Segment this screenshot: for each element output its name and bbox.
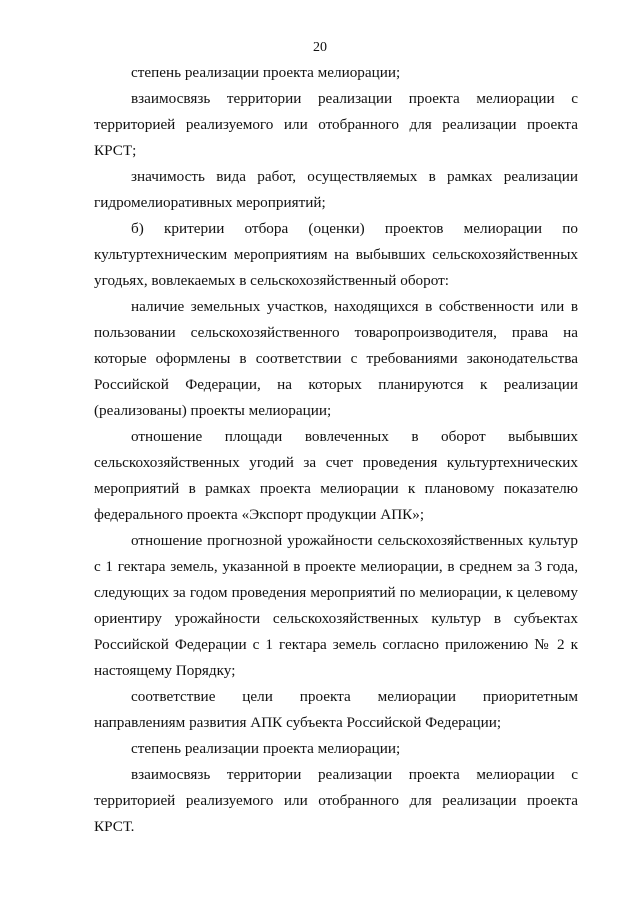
paragraph-1: степень реализации проекта мелиорации; bbox=[131, 64, 401, 81]
paragraph-2: взаимосвязь территории реализации проекта мелиорации с территорией реализуемого или отобранного для реализации проекта КРСТ; bbox=[94, 90, 578, 159]
document-body bbox=[94, 60, 578, 840]
paragraph-4: б) критерии отбора (оценки) проектов мелиорации по культуртехническим мероприятиям на выбывших сельскохозяйственных угодьях, вовлекаемых в сельскохозяйственный оборот: bbox=[94, 220, 578, 289]
paragraph-10: взаимосвязь территории реализации проекта мелиорации с территорией реализуемого или отобранного для реализации проекта КРСТ. bbox=[94, 766, 578, 835]
paragraph-3: значимость вида работ, осуществляемых в рамках реализации гидромелиоративных мероприятий; bbox=[94, 168, 578, 211]
paragraph-7: отношение прогнозной урожайности сельскохозяйственных культур с 1 гектара земель, указанной в проекте мелиорации, в среднем за 3 года, следующих за годом проведения мероприятий по мелиорации, к целевому ориентиру урожайности сельскохозяйственных культур в субъектах Российской Федерации с 1 гектара земель согласно приложению № 2 к настоящему Порядку; bbox=[94, 532, 578, 679]
paragraph-5: наличие земельных участков, находящихся в собственности или в пользовании сельскохозяйственного товаропроизводителя, права на которые оформлены в соответствии с требованиями законодательства Российской Федерации, на которых планируются к реализации (реализованы) проекты мелиорации; bbox=[94, 298, 578, 419]
page-number: 20 bbox=[313, 40, 327, 55]
paragraph-9: степень реализации проекта мелиорации; bbox=[131, 740, 401, 757]
paragraph-8: соответствие цели проекта мелиорации приоритетным направлениям развития АПК субъекта Российской Федерации; bbox=[94, 688, 578, 731]
paragraph-6: отношение площади вовлеченных в оборот выбывших сельскохозяйственных угодий за счет проведения культуртехнических мероприятий в рамках проекта мелиорации к плановому показателю федерального проекта «Экспорт продукции АПК»; bbox=[94, 428, 578, 523]
